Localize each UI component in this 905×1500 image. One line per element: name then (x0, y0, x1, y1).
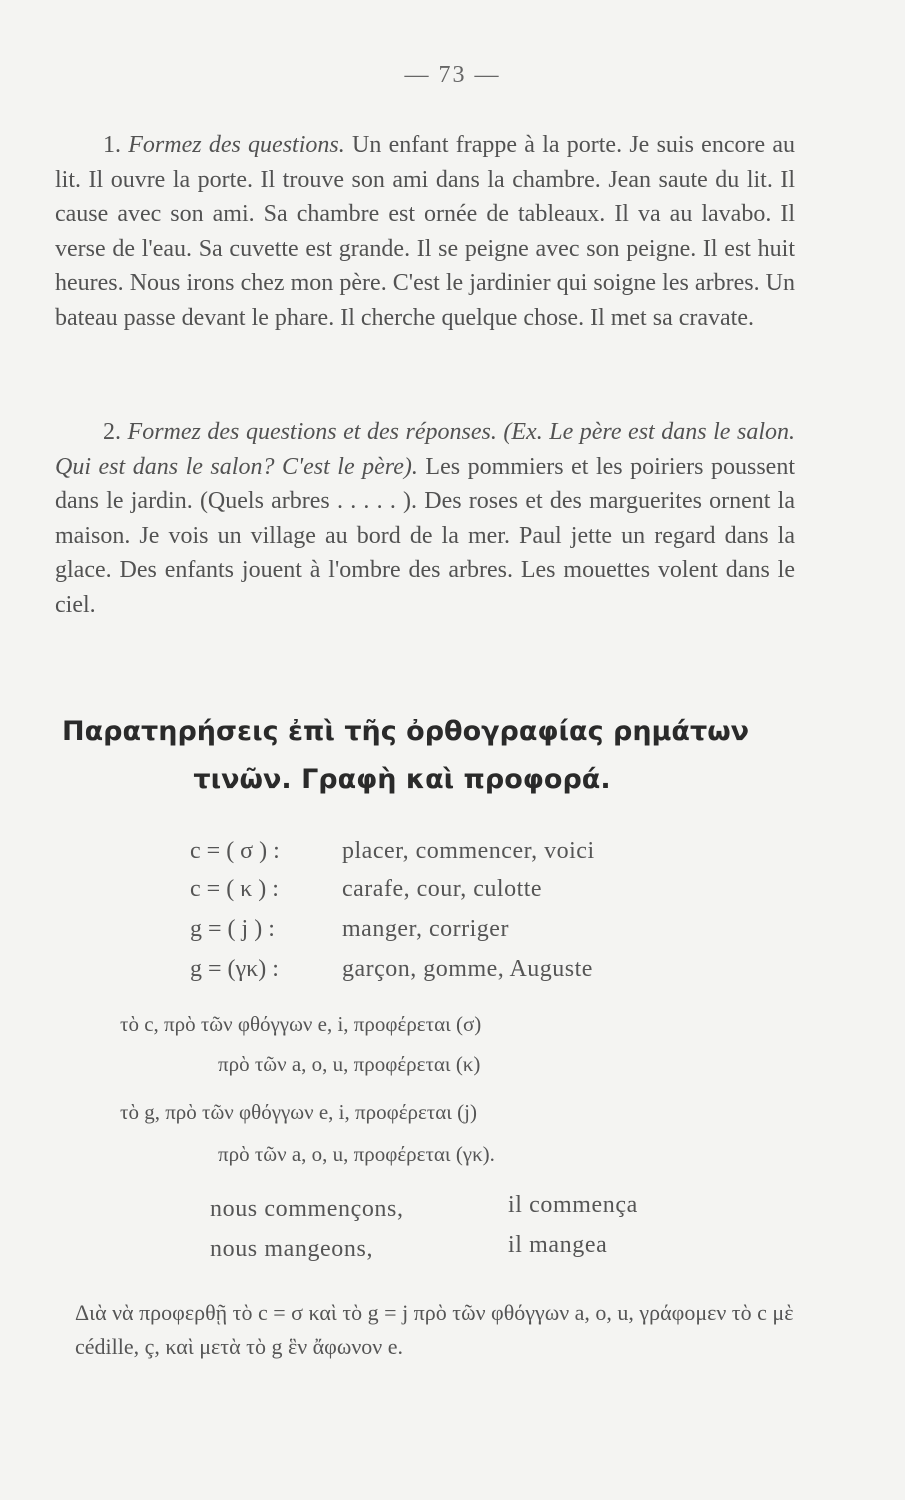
verb-example-commencons: nous commençons, (210, 1196, 404, 1222)
rule-lhs: g = (γκ) : (190, 956, 279, 982)
rule-lhs: c = ( κ ) : (190, 876, 279, 902)
exercise-2 (55, 415, 795, 622)
rule-examples: placer, commencer, voici (342, 838, 595, 864)
pronunciation-c-line-1: τὸ c, πρὸ τῶν φθόγγων e, i, προφέρεται (σ) (120, 1012, 482, 1036)
exercise-1 (55, 128, 795, 335)
verb-example-mangea: il mangea (508, 1232, 608, 1258)
pronunciation-c-line-2: πρὸ τῶν a, o, u, προφέρεται (κ) (218, 1052, 481, 1076)
rule-examples: garçon, gomme, Auguste (342, 956, 593, 982)
rule-lhs: g = ( j ) : (190, 916, 275, 942)
section-heading (62, 708, 822, 804)
exercise-1-number: 1. (103, 132, 121, 158)
rule-lhs: c = ( σ ) : (190, 838, 280, 864)
section-heading-line-1: Παρατηρήσεις ἐπὶ τῆς ὀρθογραφίας ρημάτων (62, 716, 750, 747)
exercise-1-body: Un enfant frappe à la porte. Je suis encore au lit. Il ouvre la porte. Il trouve son ami dans la chambre. Jean saute du lit. Il cause avec son ami. Sa chambre est ornée de tableaux. Il va au lavabo. Il verse de l'eau. Sa cuvette est grande. Il se peigne avec son peigne. Il est huit heures. Nous irons chez mon père. C'est le jardinier qui soigne les arbres. Un bateau passe devant le phare. Il cherche quelque chose. Il met sa cravate. (55, 132, 796, 331)
exercise-1-title: Formez des questions. (128, 132, 345, 158)
section-heading-line-2: τινῶν. Γραφὴ καὶ προφορά. (193, 764, 611, 795)
exercise-2-body: Les pommiers et les poiriers poussent dans le jardin. (Quels arbres . . . . . ). Des roses et des marguerites ornent la maison. Je vois un village au bord de la mer. Paul jette un regard dans la glace. Des enfants jouent à l'ombre des arbres. Les mouettes volent dans le ciel. (55, 453, 795, 618)
exercise-2-number: 2. (103, 419, 121, 445)
verb-example-commenca: il commença (508, 1192, 638, 1218)
pronunciation-g-line-2: πρὸ τῶν a, o, u, προφέρεται (γκ). (218, 1142, 495, 1166)
verb-example-mangeons: nous mangeons, (210, 1236, 374, 1262)
page-number: — 73 — (404, 62, 501, 88)
exercise-2-title: Formez des questions et des réponses. (Ex. Le père est dans le salon. Qui est dans le salon? C'est le père). (55, 419, 796, 480)
pronunciation-g-line-1: τὸ g, πρὸ τῶν φθόγγων e, i, προφέρεται (j) (120, 1100, 477, 1124)
final-note: Διὰ νὰ προφερθῇ τὸ c = σ καὶ τὸ g = j πρὸ τῶν φθόγγων a, o, u, γράφομεν τὸ c μὲ cédille, ç, καὶ μετὰ τὸ g ἓν ἄφωνον e. (75, 1300, 794, 1359)
rule-examples: carafe, cour, culotte (342, 876, 543, 902)
rule-examples: manger, corriger (342, 916, 509, 942)
